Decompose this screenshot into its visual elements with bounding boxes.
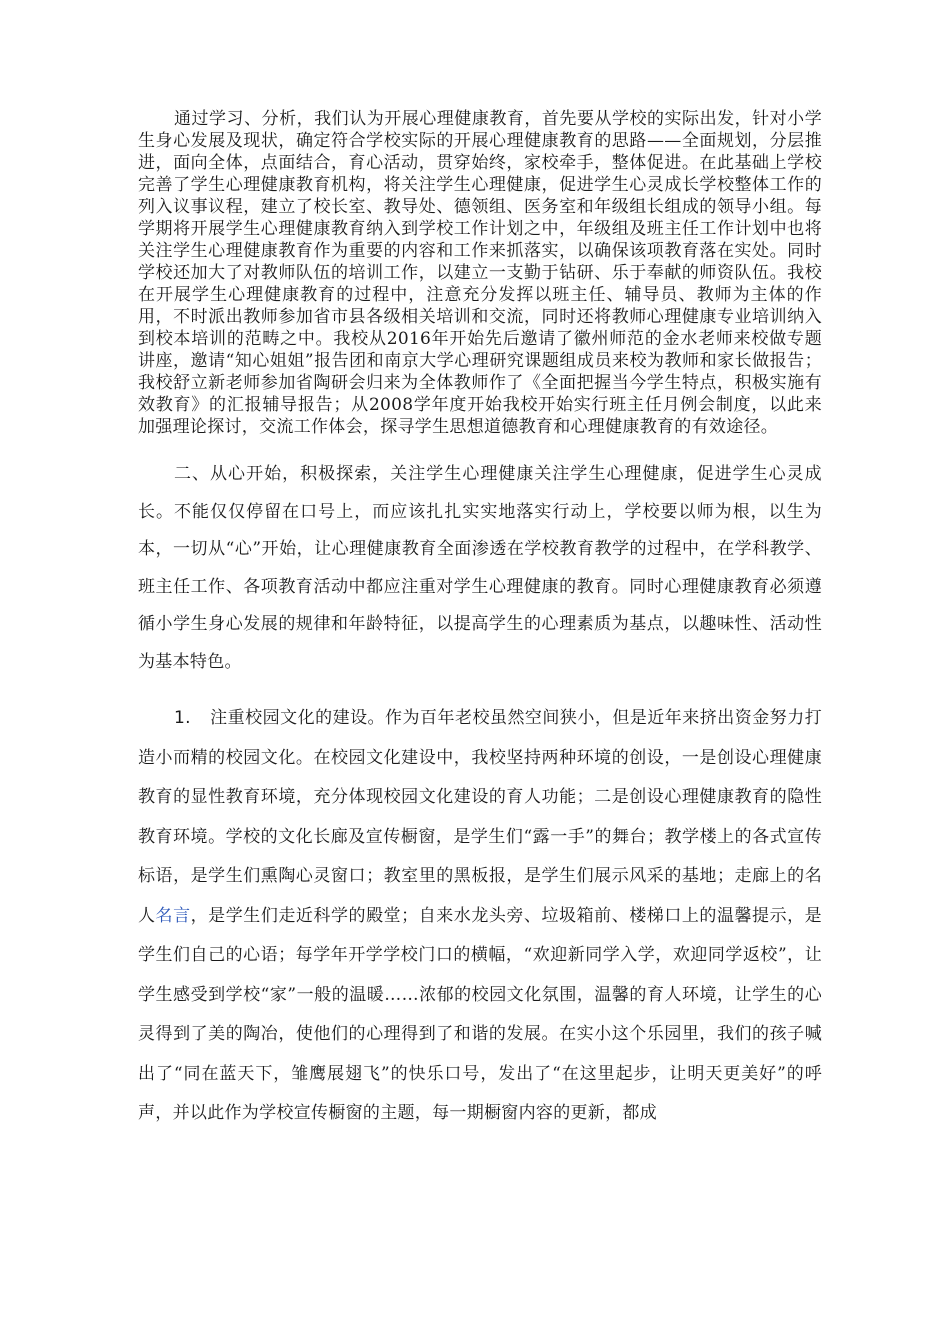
document-page [138, 108, 822, 1134]
paragraph-planning: 通过学习、分析，我们认为开展心理健康教育，首先要从学校的实际出发，针对小学生身心发展及现状，确定符合学校实际的开展心理健康教育的思路——全面规划，分层推进，面向全体，点面结合，育心活动，贯穿始终，家校牵手，整体促进。在此基础上学校完善了学生心理健康教育机构，将关注学生心理健康，促进学生心灵成长学校整体工作的列入议事议程，建立了校长室、教导处、德领组、医务室和年级组长组成的领导小组。每学期将开展学生心理健康教育纳入到学校工作计划之中，年级组及班主任工作计划中也将关注学生心理健康教育作为重要的内容和工作来抓落实，以确保该项教育落在实处。同时学校还加大了对教师队伍的培训工作，以建立一支勤于钻研、乐于奉献的师资队伍。我校在开展学生心理健康教育的过程中，注意充分发挥以班主任、辅导员、教师为主体的作用，不时派出教师参加省市县各级相关培训和交流，同时还将教师心理健康专业培训纳入到校本培训的范畴之中。我校从2016年开始先后邀请了徽州师范的金水老师来校做专题讲座，邀请“知心姐姐”报告团和南京大学心理研究课题组成员来校为教师和家长做报告；我校舒立新老师参加省陶研会归来为全体教师作了《全面把握当今学生特点，积极实施有效教育》的汇报辅导报告；从2008学年度开始我校开始实行班主任月例会制度，以此来加强理论探讨，交流工作体会，探寻学生思想道德教育和心理健康教育的有效途径。 [138, 109, 822, 437]
paragraph-text-before-link: 注重校园文化的建设。作为百年老校虽然空间狭小，但是近年来挤出资金努力打造小而精的校园文化。在校园文化建设中，我校坚持两种环境的创设，一是创设心理健康教育的显性教育环境，充分体现校园文化建设的育人功能；二是创设心理健康教育的隐性教育环境。学校的文化长廊及宣传橱窗，是学生们“露一手”的舞台；教学楼上的各式宣传标语，是学生们熏陶心灵窗口；教室里的黑板报，是学生们展示风采的基地；走廊上的名人 [138, 708, 822, 926]
list-number: 1. [174, 708, 191, 728]
paragraph-campus-culture [138, 699, 822, 1134]
famous-quotes-link[interactable]: 名言 [155, 905, 191, 926]
paragraph-text-after-link: ，是学生们走近科学的殿堂；自来水龙头旁、垃圾箱前、楼梯口上的温馨提示，是学生们自己的心语；每学年开学学校门口的横幅，“欢迎新同学入学，欢迎同学返校”，让学生感受到学校“家”一般的温暖……浓郁的校园文化氛围，温馨的育人环境，让学生的心灵得到了美的陶冶，使他们的心理得到了和谐的发展。在实小这个乐园里，我们的孩子喊出了“同在蓝天下，雏鹰展翅飞”的快乐口号，发出了“在这里起步，让明天更美好”的呼声，并以此作为学校宣传橱窗的主题，每一期橱窗内容的更新，都成 [138, 905, 822, 1123]
paragraph-section-two: 二、从心开始，积极探索，关注学生心理健康关注学生心理健康，促进学生心灵成长。不能仅仅停留在口号上，而应该扎扎实实地落实行动上，学校要以师为根，以生为本，一切从“心”开始，让心理健康教育全面渗透在学校教育教学的过程中，在学科教学、班主任工作、各项教育活动中都应注重对学生心理健康的教育。同时心理健康教育必须遵循小学生身心发展的规律和年龄特征，以提高学生的心理素质为基点，以趣味性、活动性为基本特色。 [138, 464, 822, 672]
